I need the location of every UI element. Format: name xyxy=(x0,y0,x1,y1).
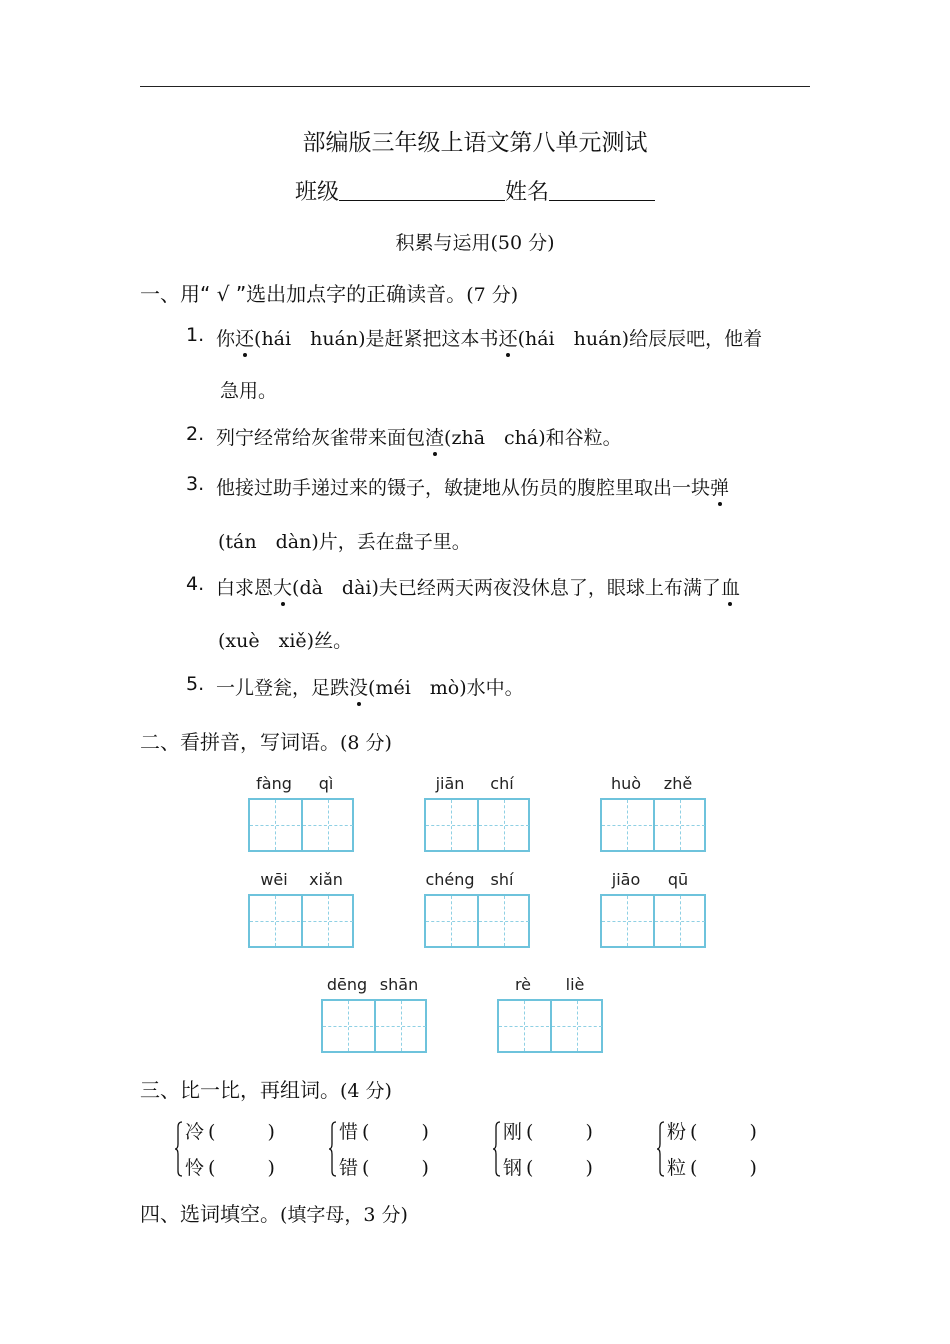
compare-group-1 xyxy=(175,1117,315,1187)
text: 片，丢在盘子里。 xyxy=(318,531,471,553)
compare-char: 惜 xyxy=(339,1121,359,1143)
q3-heading xyxy=(140,1074,392,1103)
text: 夫已经两天两夜没休息了，眼球上布满了 xyxy=(378,577,721,599)
name-blank[interactable] xyxy=(549,178,655,201)
q3-points: (4 分) xyxy=(340,1080,392,1102)
q1-item-4-line-1 xyxy=(216,573,740,600)
q1-points: (7 分) xyxy=(466,284,519,306)
compare-item xyxy=(339,1153,429,1180)
brace-icon xyxy=(493,1121,501,1177)
compare-char: 钢 xyxy=(503,1157,523,1179)
pinyin-word-5 xyxy=(424,870,528,948)
pinyin-word-6 xyxy=(600,870,704,948)
pinyin-syllable: zhě xyxy=(663,774,693,793)
answer-paren-open[interactable]: ( xyxy=(690,1157,698,1179)
answer-paren-close[interactable]: ) xyxy=(749,1121,757,1143)
dotted-char: 还 xyxy=(235,324,254,351)
q4-heading-text: 四、选词填空。 xyxy=(140,1202,280,1226)
answer-paren-open[interactable]: ( xyxy=(362,1121,370,1143)
writing-grid[interactable] xyxy=(424,894,530,948)
pinyin-choice[interactable]: (hái huán) xyxy=(254,328,366,350)
q1-item-5-line-1 xyxy=(216,673,524,700)
pinyin-word-8 xyxy=(497,975,601,1053)
q1-item-3-number: 3. xyxy=(186,473,205,495)
q1-item-4-number: 4. xyxy=(186,573,205,595)
pinyin-syllable: wēi xyxy=(260,870,288,889)
pinyin-syllable: fàng xyxy=(256,774,292,793)
text: 和谷粒。 xyxy=(545,427,622,449)
pinyin-syllable: shí xyxy=(490,870,514,889)
answer-paren-close[interactable]: ) xyxy=(585,1121,593,1143)
pinyin-syllable: xiǎn xyxy=(309,870,343,889)
q4-points: (填字母，3 分) xyxy=(280,1204,408,1226)
compare-char: 冷 xyxy=(185,1121,205,1143)
dotted-char: 弹 xyxy=(710,473,729,500)
q2-points: (8 分) xyxy=(340,732,392,754)
pinyin-choice[interactable]: (tán dàn) xyxy=(218,531,319,553)
q1-item-2-number: 2. xyxy=(186,423,205,445)
class-blank[interactable] xyxy=(339,178,505,201)
name-label: 姓名 xyxy=(505,180,550,205)
text: 一儿登瓮，足跌 xyxy=(216,677,350,699)
text: 是赶紧把这本书 xyxy=(365,328,499,350)
pinyin-syllable: chéng xyxy=(425,870,475,889)
dotted-char: 大 xyxy=(273,573,292,600)
answer-paren-close[interactable]: ) xyxy=(267,1157,275,1179)
compare-item xyxy=(503,1153,593,1180)
text: 白求恩 xyxy=(216,577,274,599)
text: 列宁经常给灰雀带来面包 xyxy=(216,427,426,449)
q1-item-4-line-2 xyxy=(218,626,352,653)
compare-item xyxy=(667,1153,757,1180)
pinyin-syllable: jiān xyxy=(435,774,465,793)
q1-heading-text: 一、用“ √ ”选出加点字的正确读音。 xyxy=(140,282,467,306)
compare-group-2 xyxy=(329,1117,469,1187)
pinyin-syllable: liè xyxy=(565,975,585,994)
compare-char: 怜 xyxy=(185,1157,205,1179)
compare-item xyxy=(503,1117,593,1144)
text: 你 xyxy=(216,328,236,350)
writing-grid[interactable] xyxy=(248,798,354,852)
pinyin-syllable: rè xyxy=(514,975,532,994)
compare-item xyxy=(339,1117,429,1144)
writing-grid[interactable] xyxy=(497,999,603,1053)
q3-heading-text: 三、比一比，再组词。 xyxy=(140,1078,340,1102)
student-info-line xyxy=(0,175,950,206)
top-rule xyxy=(140,86,810,87)
pinyin-word-7 xyxy=(321,975,425,1053)
compare-char: 错 xyxy=(339,1157,359,1179)
answer-paren-close[interactable]: ) xyxy=(585,1157,593,1179)
compare-char: 粒 xyxy=(667,1157,687,1179)
q1-item-3-line-2 xyxy=(218,527,471,554)
brace-icon xyxy=(657,1121,665,1177)
q1-heading xyxy=(140,278,518,307)
answer-paren-open[interactable]: ( xyxy=(208,1157,216,1179)
q1-item-2-line-1 xyxy=(216,423,622,450)
answer-paren-close[interactable]: ) xyxy=(267,1121,275,1143)
pinyin-choice[interactable]: (xuè xiě) xyxy=(218,630,315,652)
answer-paren-open[interactable]: ( xyxy=(208,1121,216,1143)
pinyin-choice[interactable]: (dà dài) xyxy=(292,577,379,599)
q1-item-3-line-1 xyxy=(216,473,729,500)
writing-grid[interactable] xyxy=(600,894,706,948)
writing-grid[interactable] xyxy=(600,798,706,852)
page-title: 部编版三年级上语文第八单元测试 xyxy=(302,130,648,156)
brace-icon xyxy=(175,1121,183,1177)
answer-paren-close[interactable]: ) xyxy=(421,1121,429,1143)
dotted-char: 渣 xyxy=(425,423,444,450)
section-title: 积累与运用(50 分) xyxy=(395,232,555,254)
compare-char: 粉 xyxy=(667,1121,687,1143)
compare-char: 刚 xyxy=(503,1121,523,1143)
pinyin-syllable: qū xyxy=(667,870,689,889)
answer-paren-close[interactable]: ) xyxy=(749,1157,757,1179)
class-label: 班级 xyxy=(294,180,339,205)
q2-heading-text: 二、看拼音，写词语。 xyxy=(140,730,340,754)
writing-grid[interactable] xyxy=(248,894,354,948)
answer-paren-close[interactable]: ) xyxy=(421,1157,429,1179)
text: 他接过助手递过来的镊子，敏捷地从伤员的腹腔里取出一块 xyxy=(216,477,711,499)
pinyin-syllable: dēng xyxy=(326,975,368,994)
answer-paren-open[interactable]: ( xyxy=(690,1121,698,1143)
dotted-char: 血 xyxy=(721,573,740,600)
answer-paren-open[interactable]: ( xyxy=(526,1121,534,1143)
pinyin-syllable: huò xyxy=(610,774,642,793)
compare-item xyxy=(185,1153,275,1180)
answer-paren-open[interactable]: ( xyxy=(526,1157,534,1179)
pinyin-word-4 xyxy=(248,870,352,948)
q4-heading xyxy=(140,1198,408,1227)
q1-item-1-line-2: 急用。 xyxy=(220,380,278,402)
compare-item xyxy=(185,1117,275,1144)
compare-group-3 xyxy=(493,1117,633,1187)
q1-item-1-number: 1. xyxy=(186,324,205,346)
pinyin-word-3 xyxy=(600,774,704,852)
pinyin-word-1 xyxy=(248,774,352,852)
pinyin-choice[interactable]: (hái huán) xyxy=(517,328,630,350)
answer-paren-open[interactable]: ( xyxy=(362,1157,370,1179)
writing-grid[interactable] xyxy=(424,798,530,852)
pinyin-word-2 xyxy=(424,774,528,852)
q2-heading xyxy=(140,726,392,755)
dotted-char: 还 xyxy=(499,324,518,351)
pinyin-syllable: qì xyxy=(318,774,334,793)
q1-item-5-number: 5. xyxy=(186,673,205,695)
pinyin-choice[interactable]: (méi mò) xyxy=(368,677,467,699)
brace-icon xyxy=(329,1121,337,1177)
q1-item-1-line-1 xyxy=(216,324,762,351)
pinyin-syllable: chí xyxy=(490,774,514,793)
compare-item xyxy=(667,1117,757,1144)
dotted-char: 没 xyxy=(349,673,368,700)
pinyin-syllable: shān xyxy=(379,975,419,994)
text: 丝。 xyxy=(314,630,353,652)
compare-group-4 xyxy=(657,1117,797,1187)
writing-grid[interactable] xyxy=(321,999,427,1053)
pinyin-syllable: jiāo xyxy=(611,870,641,889)
pinyin-choice[interactable]: (zhā chá) xyxy=(444,427,546,449)
text: 水中。 xyxy=(466,677,524,699)
text: 给辰辰吧，他着 xyxy=(629,328,763,350)
